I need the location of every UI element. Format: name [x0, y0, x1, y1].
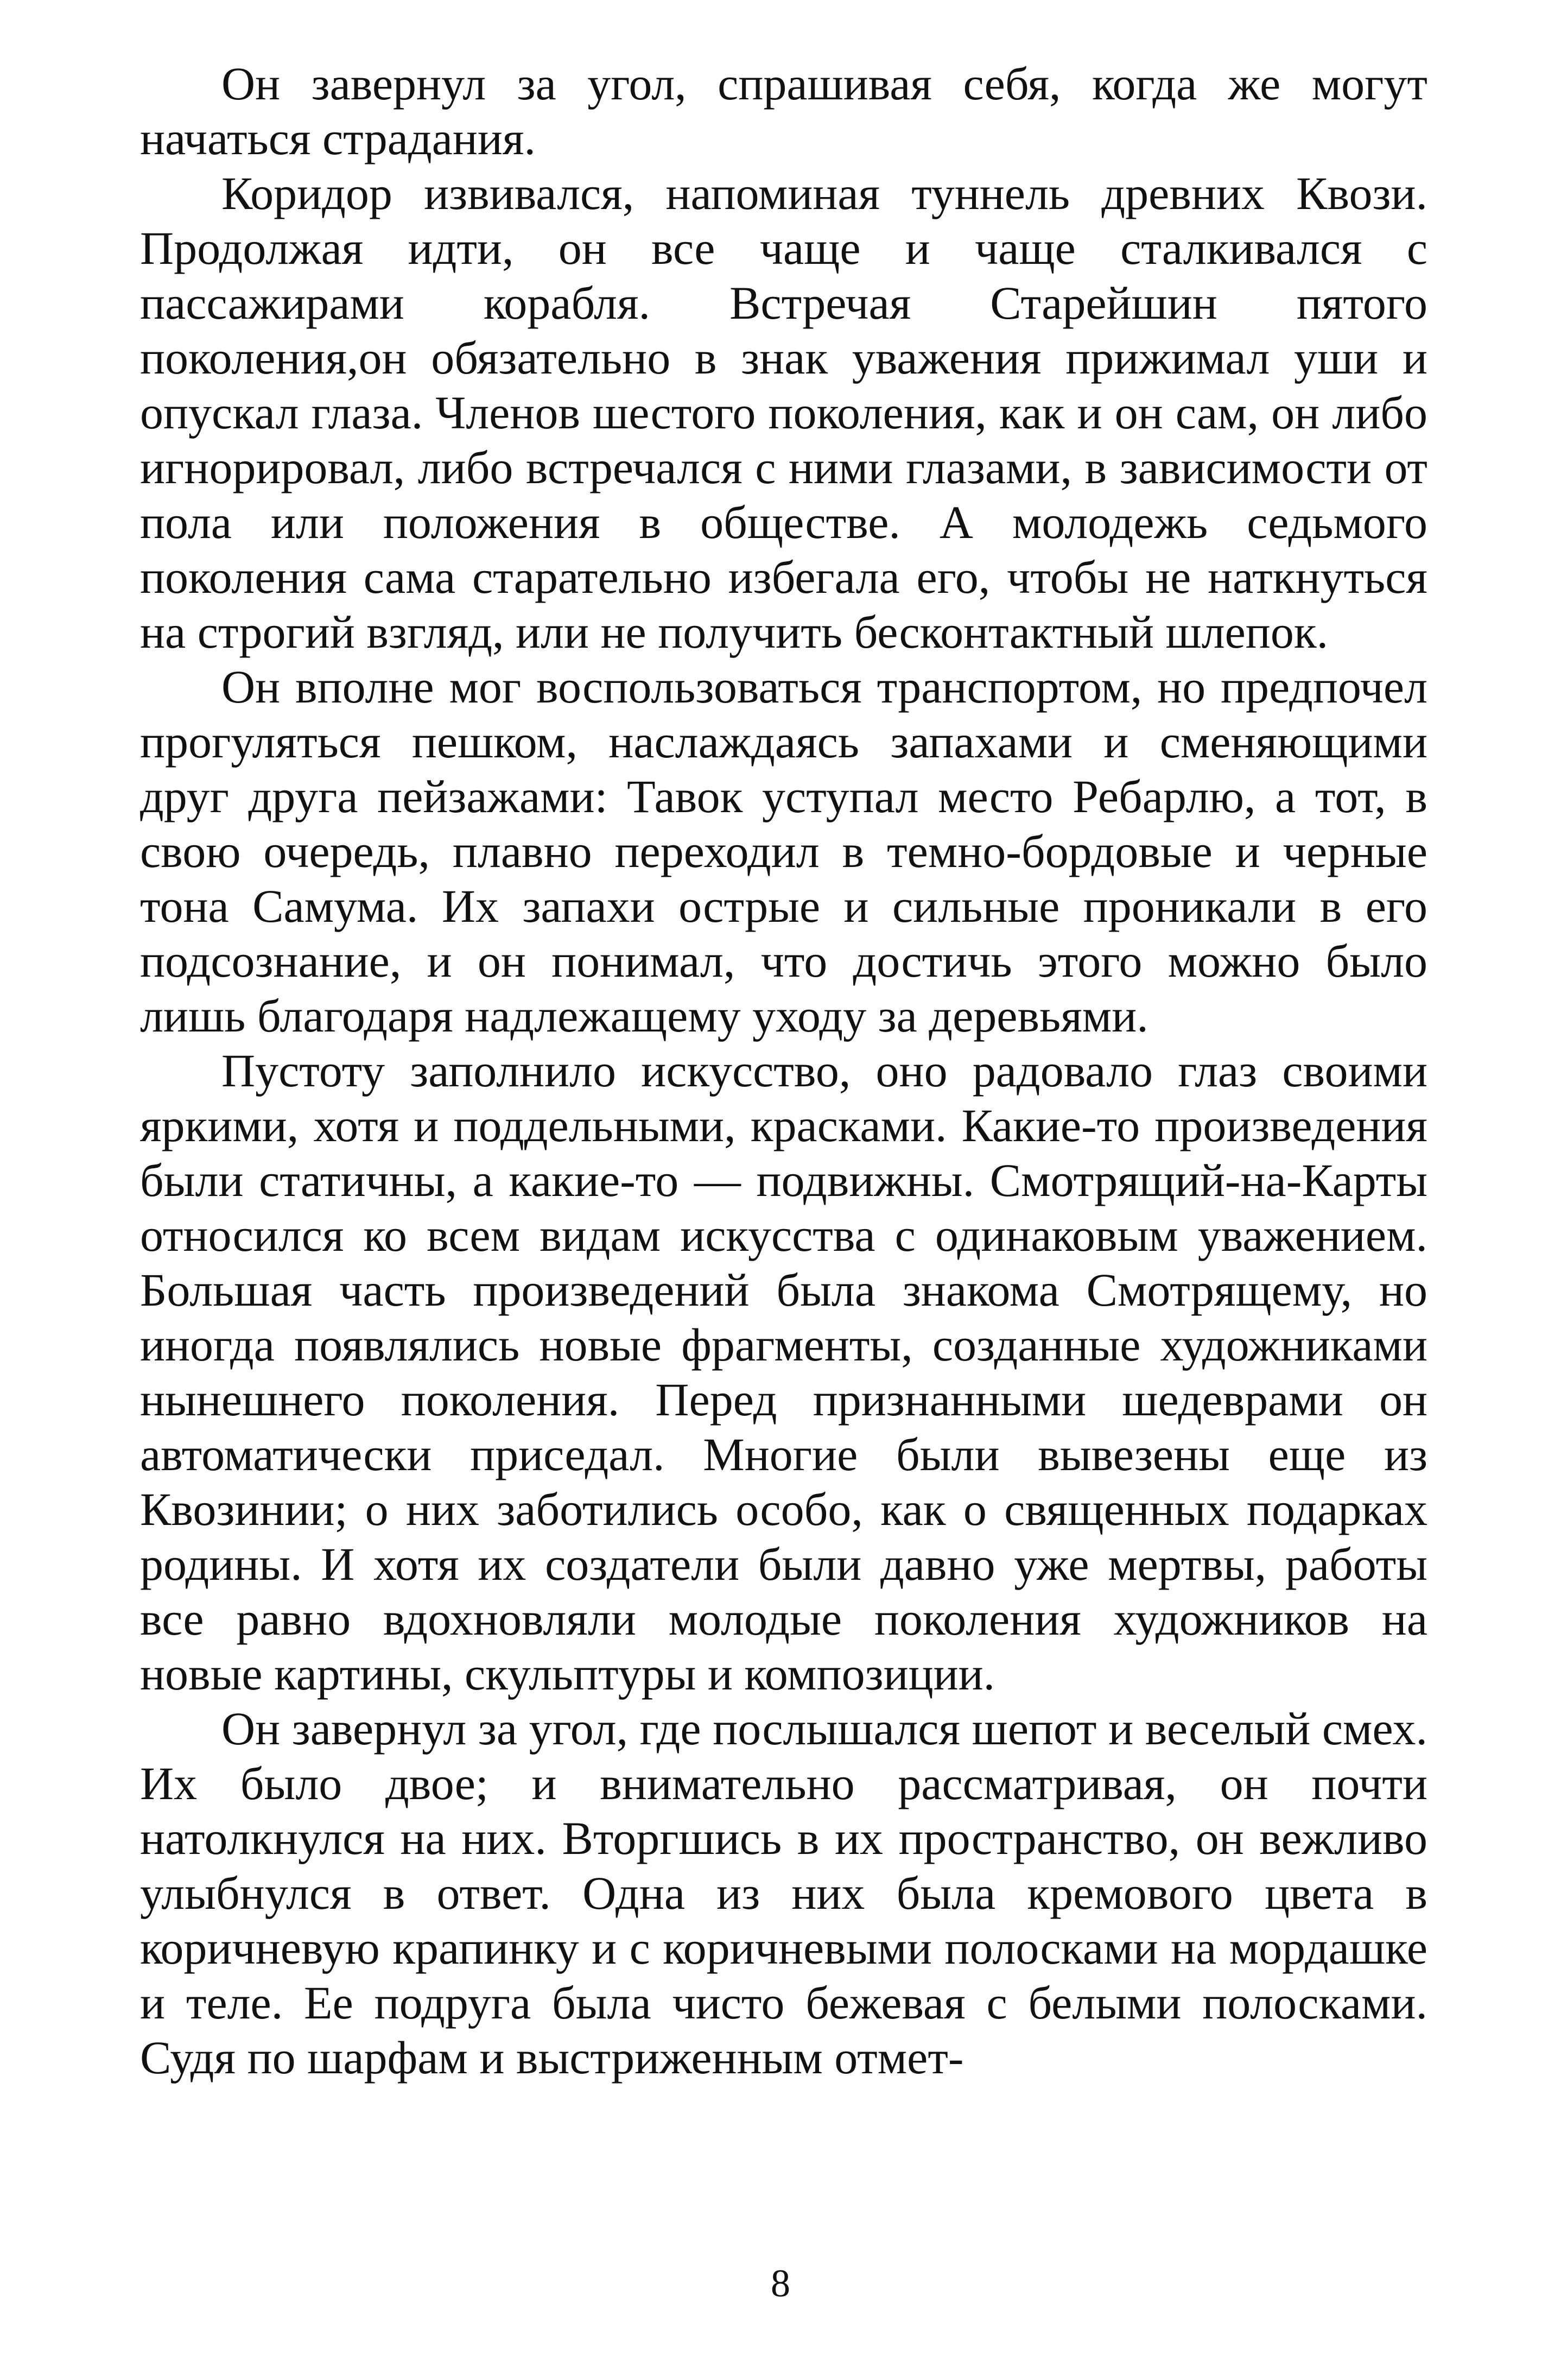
paragraph-2: Коридор извивался, напоминая туннель древних Квози. Продолжая идти, он все чаще и чаще сталкивался с пассажирами корабля. Встречая Старейшин пятого поколения,он обязательно в знак уважения прижимал уши и опускал глаза. Членов шестого поколения, как и он сам, он либо игнорировал, либо встречался с ними глазами, в зависимости от пола или положения в обществе. А молодежь седьмого поколения сама старательно избегала его, чтобы не наткнуться на строгий взгляд, или не получить бесконтактный шлепок. — [140, 167, 1427, 658]
paragraph-5: Он завернул за угол, где послышался шепот и веселый смех. Их было двое; и внимательно рассматривая, он почти натолкнулся на них. Вторгшись в их пространство, он вежливо улыбнулся в ответ. Одна из них была кремового цвета в коричневую крапинку и с коричневыми полосками на мордашке и теле. Ее подруга была чисто бежевая с белыми полосками. Судя по шарфам и выстриженным отмет- — [140, 1702, 1427, 2084]
paragraph-1: Он завернул за угол, спрашивая себя, когда же могут начаться страдания. — [140, 58, 1427, 164]
page-text — [140, 56, 1427, 2085]
page-number: 8 — [771, 2262, 790, 2305]
paragraph-3: Он вполне мог воспользоваться транспортом, но предпочел прогуляться пешком, наслаждаясь запахами и сменяющими друг друга пейзажами: Тавок уступал место Ребарлю, а тот, в свою очередь, плавно переходил в темно-бордовые и черные тона Самума. Их запахи острые и сильные проникали в его подсознание, и он понимал, что достичь этого можно было лишь благодаря надлежащему уходу за деревьями. — [140, 661, 1427, 1042]
paragraph-4: Пустоту заполнило искусство, оно радовало глаз своими яркими, хотя и поддельными, красками. Какие-то произведения были статичны, а какие-то — подвижны. Смотрящий-на-Карты относился ко всем видам искусства с одинаковым уважением. Большая часть произведений была знакома Смотрящему, но иногда появлялись новые фрагменты, созданные художниками нынешнего поколения. Перед признанными шедеврами он автоматически приседал. Многие были вывезены еще из Квозинии; о них заботились особо, как о священных подарках родины. И хотя их создатели были давно уже мертвы, работы все равно вдохновляли молодые поколения художников на новые картины, скульптуры и композиции. — [140, 1045, 1427, 1700]
